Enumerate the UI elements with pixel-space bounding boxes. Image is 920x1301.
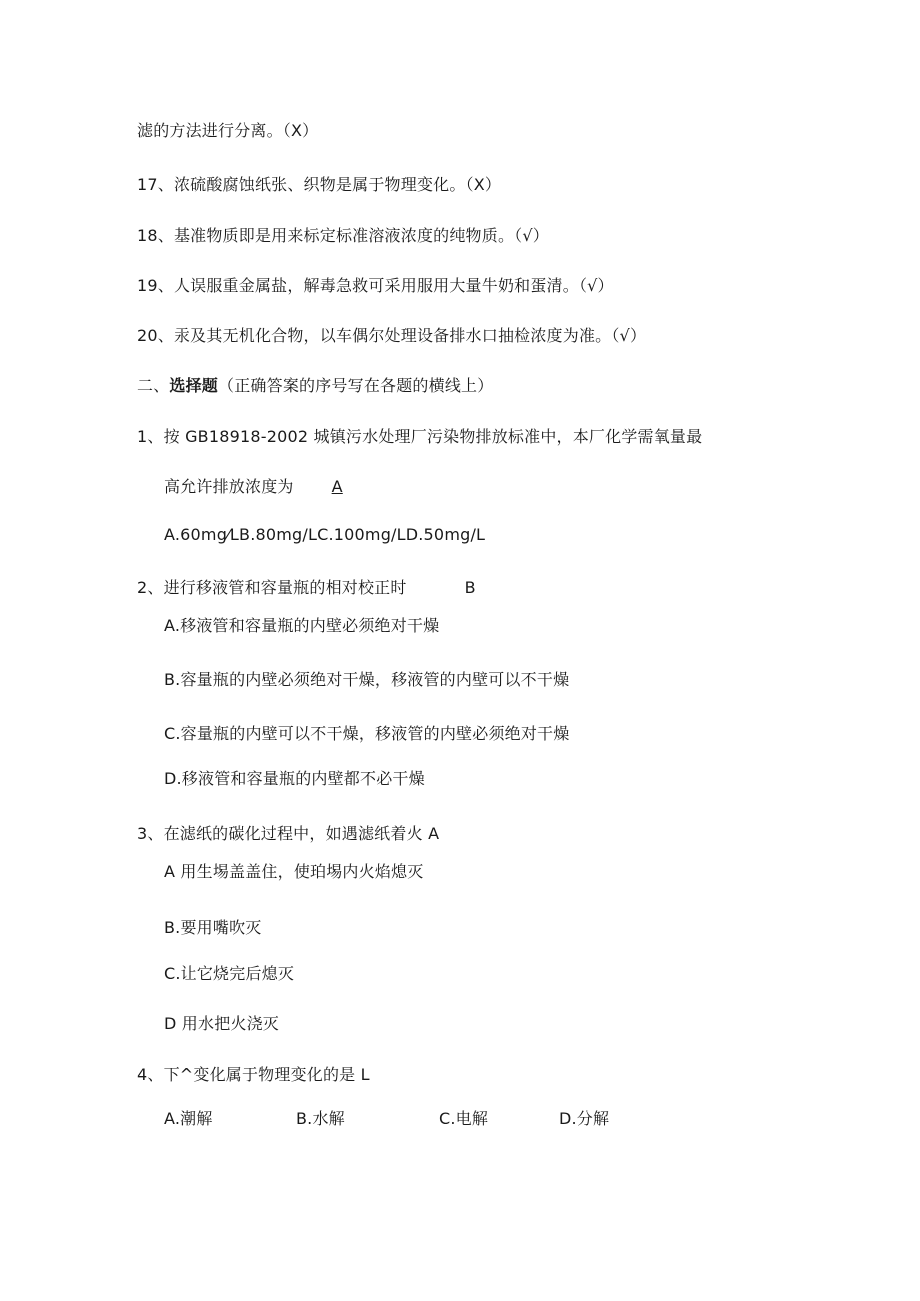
mc-question-2-stem [137,578,476,598]
mc-question-1-options: A.60mg⁄LB.80mg/LC.100mg/LD.50mg/L [164,525,486,544]
section-heading [137,376,493,396]
mc-question-3-option-b: B.要用嘴吹灭 [164,918,262,937]
mc-question-4-option-b: B.水解 [296,1109,345,1128]
mc-question-2-option-b: B.容量瓶的内壁必须绝对干燥，移液管的内壁可以不干燥 [164,670,570,689]
mc-question-1-stem-line1: 1、按 GB18918-2002 城镇污水处理厂污染物排放标准中，本厂化学需氧量最 [137,427,703,446]
mc-question-2-option-d: D.移液管和容量瓶的内壁都不必干燥 [164,769,425,788]
tf-question-17: 17、浓硫酸腐蚀纸张、织物是属于物理变化。（X） [137,175,502,194]
mc-question-1-answer: A [331,477,343,496]
mc-question-1-stem-line2 [164,477,343,497]
mc-question-4-option-d: D.分解 [559,1109,610,1128]
mc-question-3-stem: 3、在滤纸的碳化过程中，如遇滤纸着火 A [137,824,440,843]
mc-question-2-option-a: A.移液管和容量瓶的内壁必须绝对干燥 [164,616,440,635]
tf-question-19: 19、人误服重金属盐，解毒急救可采用服用大量牛奶和蛋清。（√） [137,276,614,295]
mc-question-3-option-a: A 用生埸盖盖住，使珀埸内火焰熄灭 [164,862,424,881]
section-note: （正确答案的序号写在各题的横线上） [218,376,494,395]
tf-question-18: 18、基准物质即是用来标定标准溶液浓度的纯物质。（√） [137,226,549,245]
mc-question-3-option-c: C.让它烧完后熄灭 [164,964,295,983]
mc-question-4-stem: 4、下^变化属于物理变化的是 L [137,1065,370,1084]
mc-question-2-option-c: C.容量瓶的内壁可以不干燥，移液管的内壁必须绝对干燥 [164,724,570,743]
tf-question-16-continuation: 滤的方法进行分离。（X） [137,121,319,140]
mc-question-2-answer: B [464,578,476,597]
section-prefix: 二、 [137,376,170,395]
mc-question-4-option-c: C.电解 [439,1109,489,1128]
mc-question-3-option-d: D 用水把火浇灭 [164,1014,280,1033]
mc-question-4-option-a: A.潮解 [164,1109,213,1128]
mc-question-1-stem-text: 高允许排放浓度为 [164,477,294,496]
tf-question-20: 20、汞及其无机化合物，以车偶尔处理设备排水口抽检浓度为准。（√） [137,326,647,345]
section-title: 选择题 [169,376,219,395]
mc-question-2-stem-text: 2、进行移液管和容量瓶的相对校正时 [137,578,407,597]
